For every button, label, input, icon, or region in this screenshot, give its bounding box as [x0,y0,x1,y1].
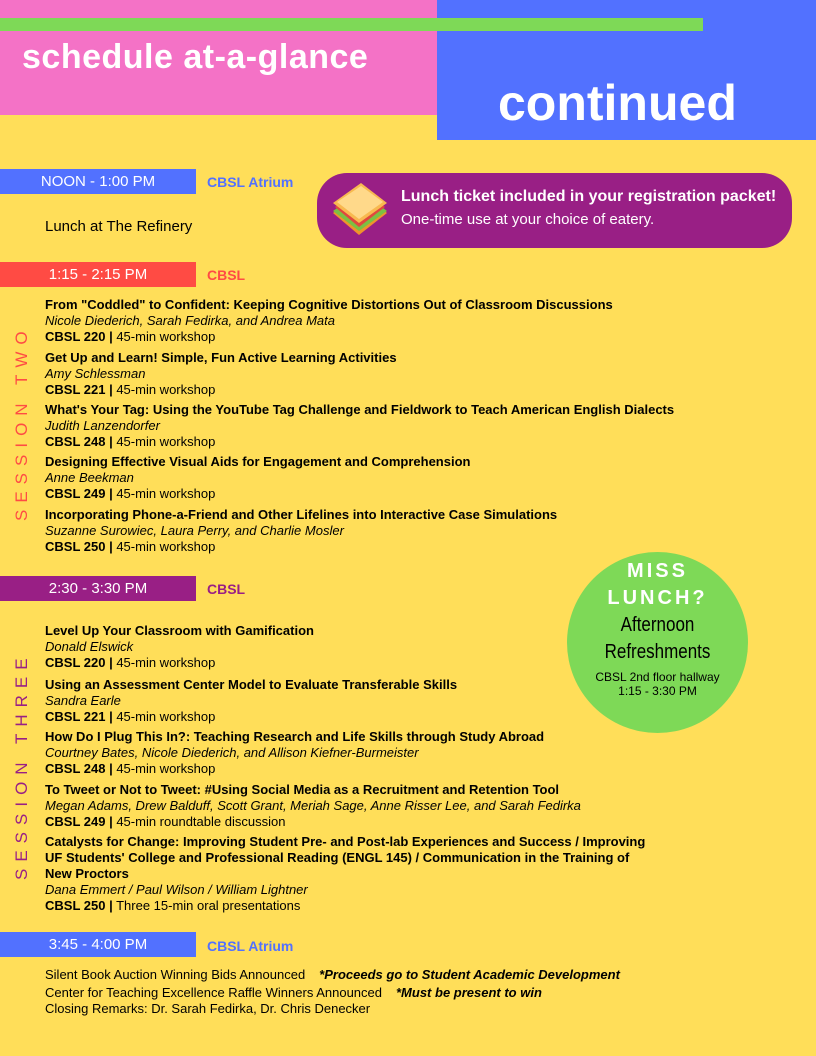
session-item [45,729,785,777]
header-accent-line [0,18,703,31]
room-number: CBSL 221 | [45,382,113,397]
closing-event [45,967,620,982]
closing-event [45,985,542,1000]
session-three-location: CBSL [207,581,246,597]
refreshments-line2: LUNCH? [607,587,708,609]
session-two-label: SESSION TWO [12,324,31,521]
session-presenters: Suzanne Surowiec, Laura Perry, and Charlie Mosler [45,523,344,538]
session-three-time-bar: 2:30 - 3:30 PM [0,576,196,601]
session-format: 45-min roundtable discussion [112,814,286,829]
lunch-notice-title: Lunch ticket included in your registration packet! [401,188,777,205]
closing-time-bar: 3:45 - 4:00 PM [0,932,196,957]
session-presenters: Judith Lanzendorfer [45,418,160,433]
session-title: Catalysts for Change: Improving Student Pre- and Post-lab Experiences and Success / Improving UF Students' College and Professional Reading (ENGL 145) / Communication in the Training of New Proctors [45,834,646,881]
session-format: 45-min workshop [112,761,216,776]
session-title: Incorporating Phone-a-Friend and Other Lifelines into Interactive Case Simulations [45,507,558,522]
session-presenters: Anne Beekman [45,470,134,485]
session-title: How Do I Plug This In?: Teaching Research and Life Skills through Study Abroad [45,729,545,744]
room-number: CBSL 221 | [45,709,113,724]
event-text: Silent Book Auction Winning Bids Announced [45,967,306,982]
session-room [45,486,785,502]
session-format: Three 15-min oral presentations [112,898,301,913]
session-format: 45-min workshop [112,329,216,344]
session-title: To Tweet or Not to Tweet: #Using Social Media as a Recruitment and Retention Tool [45,782,560,797]
session-room [45,434,785,450]
session-format: 45-min workshop [112,539,216,554]
session-presenters: Megan Adams, Drew Balduff, Scott Grant, Meriah Sage, Anne Risser Lee, and Sarah Fedirka [45,798,581,813]
session-item [45,297,785,345]
session-format: 45-min workshop [112,434,216,449]
session-room [45,761,785,777]
session-item [45,402,785,450]
session-title: Using an Assessment Center Model to Evaluate Transferable Skills [45,677,458,692]
session-format: 45-min workshop [112,655,216,670]
session-room [45,814,785,830]
room-number: CBSL 250 | [45,898,113,913]
session-presenters: Amy Schlessman [45,366,146,381]
lunch-time-bar: NOON - 1:00 PM [0,169,196,194]
lunch-notice [317,173,792,248]
room-number: CBSL 249 | [45,486,113,501]
event-text: Center for Teaching Excellence Raffle Winners Announced [45,985,382,1000]
session-two-location: CBSL [207,267,246,283]
session-title: Level Up Your Classroom with Gamification [45,623,314,638]
session-format: 45-min workshop [112,486,216,501]
session-title: What's Your Tag: Using the YouTube Tag Challenge and Fieldwork to Teach American English Dialects [45,402,675,417]
refreshments-time: 1:15 - 3:30 PM [618,684,697,698]
refreshments-badge [567,552,748,733]
session-title: From "Coddled" to Confident: Keeping Cognitive Distortions Out of Classroom Discussions [45,297,613,312]
event-text: Closing Remarks: Dr. Sarah Fedirka, Dr. Chris Denecker [45,1001,371,1016]
page-title: schedule at-a-glance [22,38,369,76]
closing-event [45,1001,370,1016]
room-number: CBSL 249 | [45,814,113,829]
room-number: CBSL 220 | [45,329,113,344]
session-presenters: Donald Elswick [45,639,134,654]
room-number: CBSL 250 | [45,539,113,554]
session-presenters: Sandra Earle [45,693,121,708]
room-number: CBSL 220 | [45,655,113,670]
session-item [45,834,655,914]
lunch-notice-text: One-time use at your choice of eatery. [401,211,655,228]
session-item [45,507,785,555]
session-room [45,382,785,398]
session-presenters: Nicole Diederich, Sarah Fedirka, and Andrea Mata [45,313,335,328]
session-presenters: Dana Emmert / Paul Wilson / William Lightner [45,882,308,897]
event-note: *Must be present to win [396,985,542,1000]
session-format: 45-min workshop [112,382,216,397]
refreshments-location: CBSL 2nd floor hallway [595,670,720,684]
session-item [45,350,785,398]
room-number: CBSL 248 | [45,761,113,776]
session-format: 45-min workshop [112,709,216,724]
session-title: Get Up and Learn! Simple, Fun Active Learning Activities [45,350,397,365]
session-three-label: SESSION THREE [12,651,31,880]
session-room [45,329,785,345]
refreshments-line4: Refreshments [604,641,711,663]
session-presenters: Courtney Bates, Nicole Diederich, and Allison Kiefner-Burmeister [45,745,419,760]
session-room [45,898,655,914]
lunch-event: Lunch at The Refinery [45,218,193,235]
lunch-location: CBSL Atrium [207,174,294,190]
session-title: Designing Effective Visual Aids for Engagement and Comprehension [45,454,471,469]
session-item [45,782,785,830]
closing-location: CBSL Atrium [207,938,294,954]
session-two-time-bar: 1:15 - 2:15 PM [0,262,196,287]
refreshments-line1: MISS [627,560,688,582]
page-subtitle: continued [498,75,737,131]
sandwich-icon [329,183,391,241]
room-number: CBSL 248 | [45,434,113,449]
refreshments-line3: Afternoon [620,614,695,636]
event-note: *Proceeds go to Student Academic Development [319,967,620,982]
session-item [45,454,785,502]
